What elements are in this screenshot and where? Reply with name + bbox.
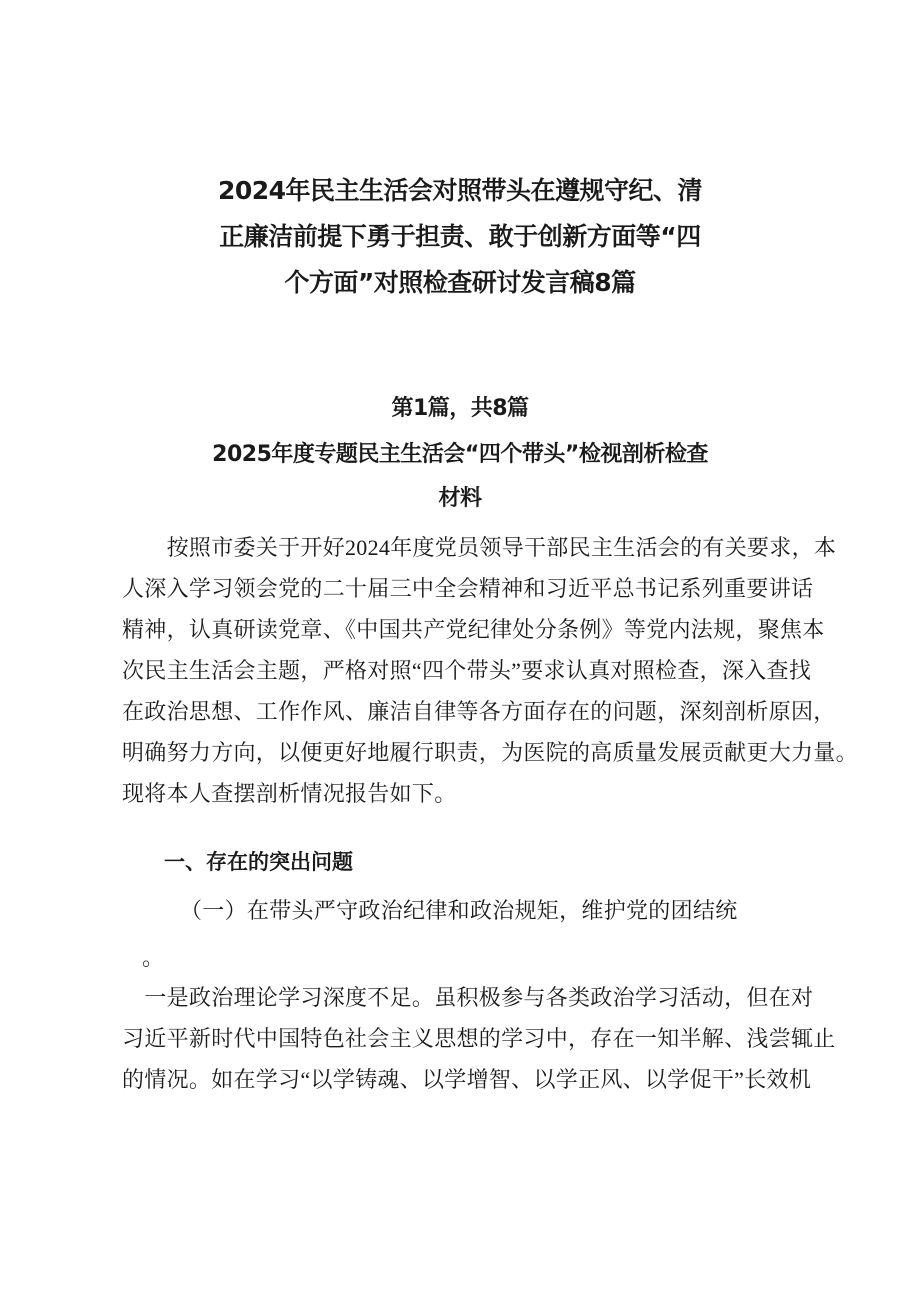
- paragraph-line: 的情况。如在学习“以学铸魂、以学增智、以学正风、以学促干”长效机: [122, 1067, 812, 1092]
- document-title-line: 2024年民主生活会对照带头在遵规守纪、清: [217, 176, 703, 205]
- paragraph-line: 次民主生活会主题，严格对照“四个带头”要求认真对照检查，深入查找: [122, 658, 812, 683]
- section-heading: 一、存在的突出问题: [164, 850, 353, 874]
- point-paragraph: [122, 977, 836, 1100]
- paragraph-line: 。: [142, 945, 165, 970]
- paragraph-line: 明确努力方向，以便更好地履行职责，为医院的高质量发展贡献更大力量。: [122, 740, 858, 765]
- part-title-line: 2025年度专题民主生活会“四个带头”检视剖析检查: [212, 442, 708, 467]
- paragraph-line: 人深入学习领会党的二十届三中全会精神和习近平总书记系列重要讲话: [122, 576, 814, 601]
- paragraph-line: 精神，认真研读党章、《中国共产党纪律处分条例》等党内法规，聚焦本: [122, 617, 825, 642]
- paragraph-line: 习近平新时代中国特色社会主义思想的学习中，存在一知半解、浅尝辄止: [122, 1026, 836, 1051]
- paragraph-line: 在政治思想、工作作风、廉洁自律等各方面存在的问题，深刻剖析原因，: [122, 699, 836, 724]
- part-title-line: 材料: [438, 486, 482, 511]
- paragraph-line: 按照市委关于开好2024年度党员领导干部民主生活会的有关要求，本: [122, 535, 837, 560]
- document-title: [180, 168, 740, 306]
- intro-paragraph: [122, 527, 858, 814]
- document-title-line: 正廉洁前提下勇于担责、敢于创新方面等“四: [219, 222, 701, 251]
- paragraph-line: 现将本人查摆剖析情况报告如下。: [122, 781, 457, 806]
- paragraph-line: 一是政治理论学习深度不足。虽积极参与各类政治学习活动，但在对: [122, 985, 814, 1010]
- subsection-heading: [142, 890, 860, 978]
- paragraph-line: （一）在带头严守政治纪律和政治规矩，维护党的团结统: [180, 898, 738, 923]
- part-label: 第1篇，共8篇: [391, 396, 529, 421]
- document-title-line: 个方面”对照检查研讨发言稿8篇: [284, 268, 636, 297]
